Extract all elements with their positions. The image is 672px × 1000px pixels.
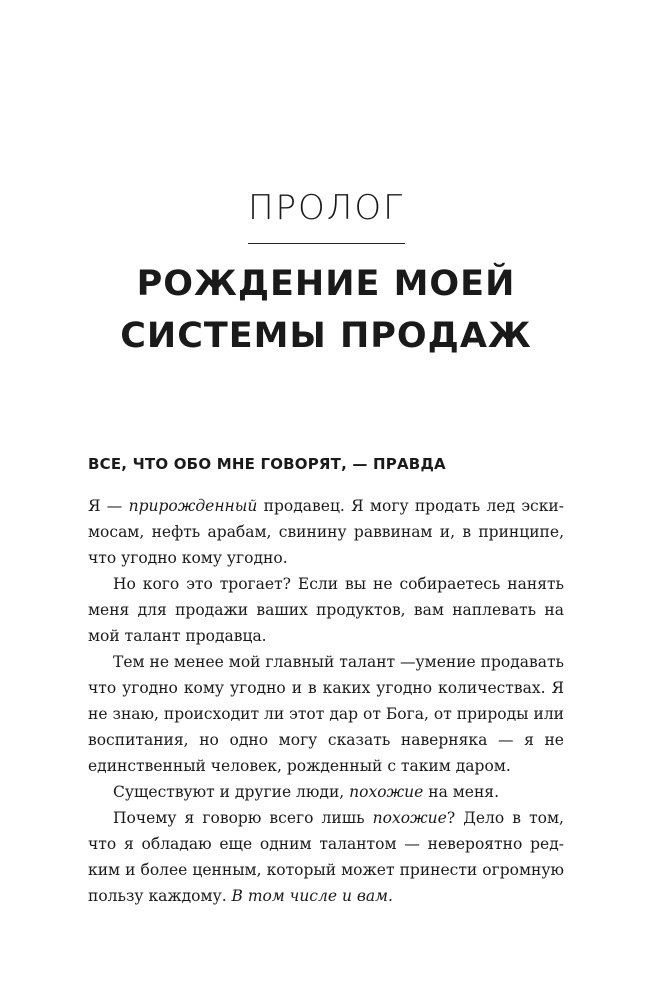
italic-emphasis: В том числе и вам. xyxy=(231,887,393,905)
paragraph-3 xyxy=(88,649,564,779)
paragraph-text: продавец. Я могу продать лед эскимосам, нефть арабам, свинину раввинам и, в принципе, что угодно кому угодно. xyxy=(88,497,564,567)
paragraph-text: Но кого это трогает? Если вы не собираетесь нанять меня для продажи ваших продуктов, вам наплевать на мой талант продавца. xyxy=(88,575,564,645)
italic-emphasis: похожие xyxy=(372,809,447,827)
paragraph-text: Тем не менее мой главный талант —умение продавать что угодно кому угодно и в каких угодно количествах. Я не знаю, происходит ли этот дар от Бога, от природы или воспитания, но одно могу сказать наверняка — я не единственный человек, рожденный с таким даром. xyxy=(88,653,564,775)
paragraph-2 xyxy=(88,571,564,649)
chapter-title-line-2: СИСТЕМЫ ПРОДАЖ xyxy=(120,316,532,356)
paragraph-text: Я — xyxy=(88,497,129,515)
title-divider xyxy=(248,243,405,244)
paragraph-5 xyxy=(88,805,564,909)
italic-emphasis: похожие xyxy=(349,783,424,801)
chapter-title xyxy=(0,258,652,362)
paragraph-1 xyxy=(88,493,564,571)
paragraph-text: Почему я говорю всего лишь xyxy=(113,809,373,827)
paragraph-4 xyxy=(88,779,564,805)
paragraph-text: на меня. xyxy=(423,783,500,801)
section-heading: ВСЕ, ЧТО ОБО МНЕ ГОВОРЯТ, — ПРАВДА xyxy=(88,455,446,473)
chapter-label: ПРОЛОГ xyxy=(247,188,405,228)
italic-emphasis: прирожденный xyxy=(128,497,258,515)
chapter-title-line-1: РОЖДЕНИЕ МОЕЙ xyxy=(136,264,516,304)
paragraph-text: Существуют и другие люди, xyxy=(113,783,350,801)
body-text xyxy=(88,493,564,909)
paragraph-text: ? Дело в том, что я обладаю еще одним талантом — невероятно редким и более ценным, который может принести огромную пользу каждому. xyxy=(88,809,564,905)
